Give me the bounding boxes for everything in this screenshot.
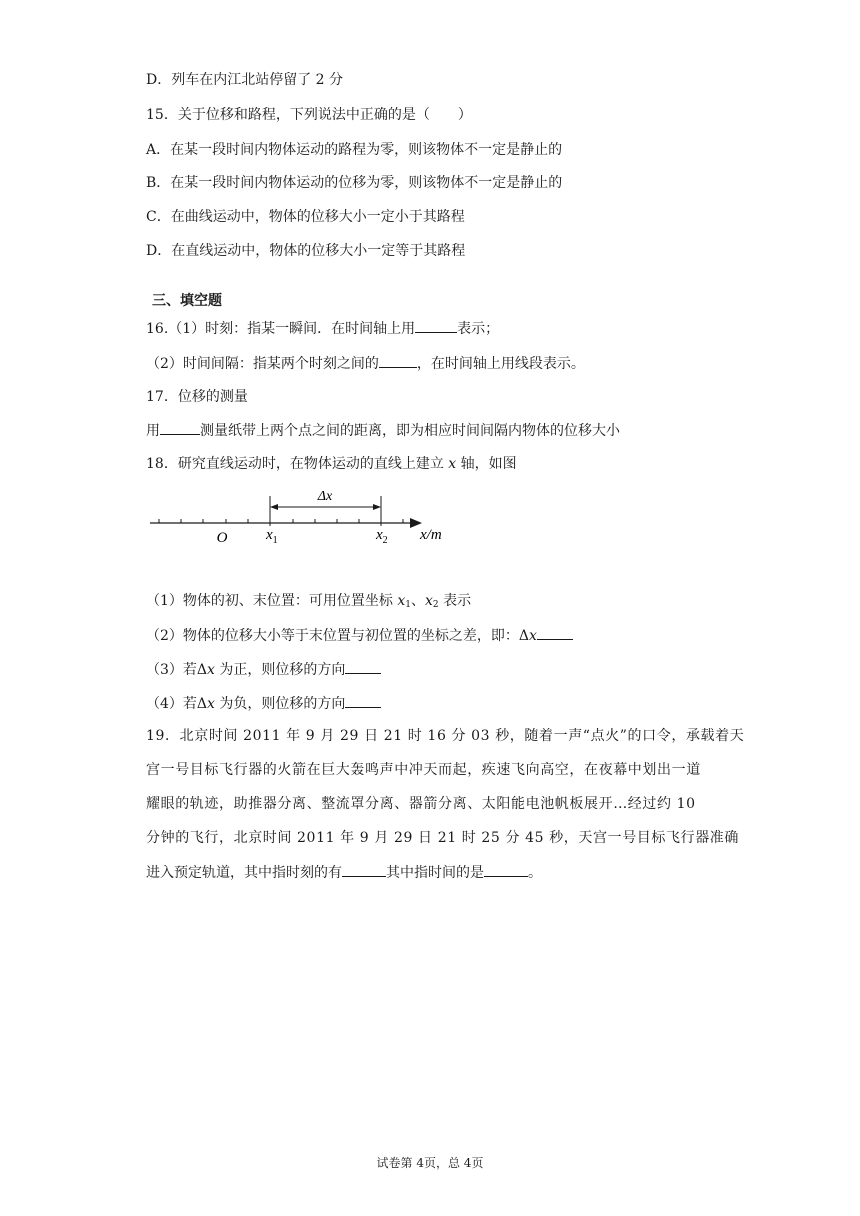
origin-label: O bbox=[216, 530, 228, 546]
q18-item1-tail: 表示 bbox=[438, 593, 472, 609]
q18-item1 bbox=[146, 591, 471, 611]
x2-var: x bbox=[376, 527, 383, 543]
q16-part2-tail: ，在时间轴上用线段表示。 bbox=[416, 356, 585, 372]
q14-option-d: D．列车在内江北站停留了 2 分 bbox=[146, 72, 344, 88]
q19-line-5 bbox=[146, 862, 542, 883]
q18-item1-sep: 、 bbox=[411, 593, 425, 609]
q18-item1-var2: x bbox=[425, 593, 433, 609]
q18-blank-4[interactable] bbox=[345, 693, 381, 708]
q19-line5-middle: 其中指时间的是 bbox=[386, 865, 484, 881]
q16-part2 bbox=[146, 353, 585, 374]
x1-sub: 1 bbox=[272, 535, 278, 546]
q18-item4 bbox=[146, 693, 381, 714]
q17-text-start: 用 bbox=[146, 423, 160, 439]
x-axis-figure bbox=[148, 480, 458, 550]
x1-label bbox=[265, 527, 278, 546]
q17-line bbox=[146, 420, 620, 441]
q19-line-3: 耀眼的轨迹，助推器分离、整流罩分离、器箭分离、太阳能电池帆板展开…经过约 10 bbox=[146, 796, 696, 812]
q18-stem-var: x bbox=[448, 456, 457, 472]
q16-part1-tail: 表示； bbox=[457, 321, 500, 337]
q19-line-1: 19．北京时间 2011 年 9 月 29 日 21 时 16 分 03 秒，随着一声“点火”的口令，承载着天 bbox=[146, 728, 745, 744]
q18-item2-text: （2）物体的位移大小等于末位置与初位置的坐标之差，即：Δ bbox=[146, 628, 530, 644]
q18-blank-2[interactable] bbox=[537, 625, 573, 640]
q18-item1-var1: x bbox=[397, 593, 406, 609]
axis-unit-label: x/m bbox=[420, 527, 442, 543]
q18-item4-text: （4）若Δ bbox=[146, 696, 208, 712]
q18-stem-text: 18．研究直线运动时，在物体运动的直线上建立 bbox=[146, 456, 449, 472]
q15-stem: 15．关于位移和路程，下列说法中正确的是（ ） bbox=[146, 107, 472, 123]
q18-item2-var: x bbox=[529, 628, 537, 644]
q18-item1-sub1: 1 bbox=[405, 600, 411, 610]
q18-item3-text: （3）若Δ bbox=[146, 662, 208, 678]
q17-text-end: 测量纸带上两个点之间的距离，即为相应时间间隔内物体的位移大小 bbox=[200, 423, 620, 439]
q16-blank-2[interactable] bbox=[379, 353, 417, 368]
q18-item3 bbox=[146, 659, 381, 680]
q16-blank-1[interactable] bbox=[415, 318, 457, 333]
q18-stem bbox=[146, 454, 517, 474]
q18-blank-3[interactable] bbox=[345, 659, 381, 674]
q19-line5-text: 进入预定轨道，其中指时刻的有 bbox=[146, 865, 342, 881]
q18-item1-sub2: 2 bbox=[432, 600, 439, 610]
x2-label bbox=[375, 527, 388, 546]
q16-part1-text: 16.（1）时刻：指某一瞬间．在时间轴上用 bbox=[146, 321, 416, 337]
q15-option-b: B．在某一段时间内物体运动的位移为零，则该物体不一定是静止的 bbox=[146, 175, 563, 191]
q18-item4-var: x bbox=[207, 696, 215, 712]
delta-x-label: Δx bbox=[317, 489, 333, 504]
q18-item4-tail: 为负，则位移的方向 bbox=[214, 696, 346, 712]
q19-line-2: 宫一号目标飞行器的火箭在巨大轰鸣声中冲天而起，疾速飞向高空，在夜幕中划出一道 bbox=[146, 762, 701, 778]
q18-stem-tail: 轴，如图 bbox=[456, 456, 517, 472]
q15-option-a: A．在某一段时间内物体运动的路程为零，则该物体不一定是静止的 bbox=[146, 142, 563, 158]
section-title: 三、填空题 bbox=[152, 293, 222, 309]
q16-part1 bbox=[146, 318, 499, 339]
q19-line-4: 分钟的飞行，北京时间 2011 年 9 月 29 日 21 时 25 分 45 秒，天宫一号目标飞行器准确 bbox=[146, 830, 739, 846]
q18-item2 bbox=[146, 625, 573, 646]
q15-option-c: C．在曲线运动中，物体的位移大小一定小于其路程 bbox=[146, 209, 465, 225]
q18-item3-var: x bbox=[207, 662, 215, 678]
q17-blank[interactable] bbox=[160, 420, 200, 435]
q17-title: 17．位移的测量 bbox=[146, 389, 248, 405]
q19-blank-2[interactable] bbox=[484, 862, 528, 877]
q18-item1-text: （1）物体的初、末位置：可用位置坐标 bbox=[146, 593, 398, 609]
q16-part2-text: （2）时间间隔：指某两个时刻之间的 bbox=[146, 356, 379, 372]
x1-var: x bbox=[266, 527, 273, 543]
q18-item3-tail: 为正，则位移的方向 bbox=[214, 662, 346, 678]
page-footer: 试卷第 4页，总 4页 bbox=[376, 1156, 484, 1170]
x2-sub: 2 bbox=[382, 535, 388, 546]
q19-line5-end: 。 bbox=[528, 865, 542, 881]
q15-option-d: D．在直线运动中，物体的位移大小一定等于其路程 bbox=[146, 243, 466, 259]
q19-blank-1[interactable] bbox=[342, 862, 386, 877]
